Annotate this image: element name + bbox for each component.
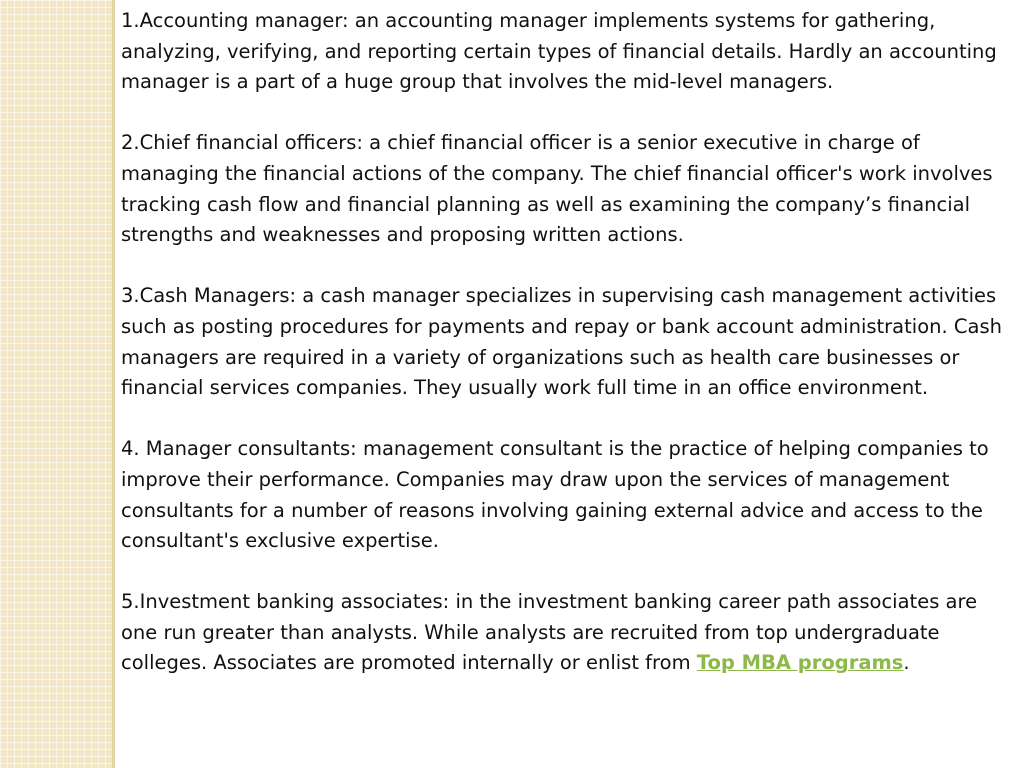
top-mba-programs-link[interactable]: Top MBA programs	[696, 651, 904, 675]
paragraph-investment-banking-associates	[121, 587, 1016, 679]
paragraph-cash-managers: 3.Cash Managers: a cash manager specializes in supervising cash management activities such as posting procedures for payments and repay or bank account administration. Cash managers are required in a variety of organizations such as health care businesses or financial services companies. They usually work full time in an office environment.	[121, 284, 1002, 400]
decorative-sidebar-pattern	[0, 0, 112, 768]
sidebar-divider	[112, 0, 115, 768]
paragraph-end-punctuation: .	[903, 651, 910, 675]
slide-body	[121, 6, 1016, 710]
paragraph-chief-financial-officers: 2.Chief financial officers: a chief financial officer is a senior executive in charge of managing the financial actions of the company. The chief financial officer's work involves tracking cash flow and financial planning as well as examining the company’s financial strengths and weaknesses and proposing written actions.	[121, 131, 993, 247]
paragraph-accounting-manager: 1.Accounting manager: an accounting manager implements systems for gathering, analyzing, verifying, and reporting certain types of financial details. Hardly an accounting manager is a part of a huge group that involves the mid-level managers.	[121, 9, 997, 94]
paragraph-manager-consultants: 4. Manager consultants: management consultant is the practice of helping companies to improve their performance. Companies may draw upon the services of management consultants for a number of reasons involving gaining external advice and access to the consultant's exclusive expertise.	[121, 437, 989, 553]
paragraph-text: 5.Investment banking associates: in the investment banking career path associates are one run greater than analysts. While analysts are recruited from top undergraduate colleges. Associates are promoted internally or enlist from	[121, 590, 978, 675]
